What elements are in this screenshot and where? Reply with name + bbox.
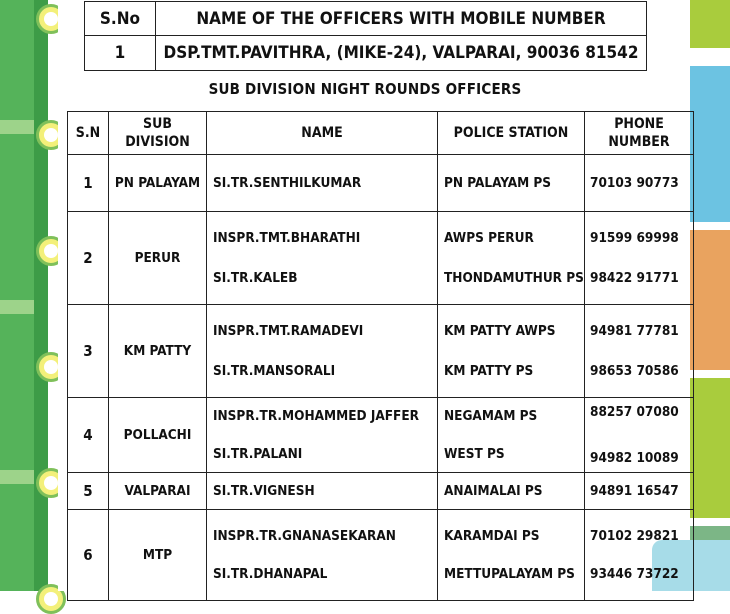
night-rounds-table xyxy=(67,111,694,601)
col-header-name: NAME xyxy=(207,112,438,155)
row-sub-division: MTP xyxy=(109,510,207,601)
officer-name: SI.TR.PALANI xyxy=(213,446,303,462)
sno-value: 1 xyxy=(85,36,156,71)
col-header-police-station: POLICE STATION xyxy=(438,112,585,155)
table-row xyxy=(68,305,694,398)
section-title: SUB DIVISION NIGHT ROUNDS OFFICERS xyxy=(208,80,522,98)
row-phone: 70103 90773 xyxy=(585,155,694,212)
officer-station: METTUPALAYAM PS xyxy=(444,566,575,582)
officer-phone: 88257 07080 xyxy=(590,404,679,420)
officer-header-table xyxy=(84,1,647,71)
row-phones xyxy=(585,212,694,305)
officer-phone: 70102 29821 xyxy=(590,528,679,544)
officer-name: INSPR.TR.GNANASEKARAN xyxy=(213,528,396,544)
row-sub-division: POLLACHI xyxy=(109,398,207,473)
row-names xyxy=(207,510,438,601)
officer-phone: 94981 77781 xyxy=(590,323,679,339)
gap-block xyxy=(690,48,730,66)
lime-block xyxy=(690,0,730,48)
green-band xyxy=(690,526,730,540)
row-phones xyxy=(585,398,694,473)
gap-block xyxy=(690,370,730,378)
row-stations xyxy=(438,305,585,398)
row-sub-division: PN PALAYAM xyxy=(109,155,207,212)
officer-phone: 98422 91771 xyxy=(590,270,679,286)
table-row xyxy=(68,510,694,601)
officers-header: NAME OF THE OFFICERS WITH MOBILE NUMBER xyxy=(156,2,647,36)
row-sn: 4 xyxy=(68,398,109,473)
orange-block xyxy=(690,230,730,370)
officer-name: INSPR.TR.MOHAMMED JAFFER xyxy=(213,408,419,424)
row-phone: 94891 16547 xyxy=(585,473,694,510)
row-sn: 6 xyxy=(68,510,109,601)
table-row xyxy=(68,212,694,305)
row-phones xyxy=(585,305,694,398)
officer-name: INSPR.TMT.RAMADEVI xyxy=(213,323,364,339)
officer-station: KM PATTY AWPS xyxy=(444,323,556,339)
sno-header: S.No xyxy=(85,2,156,36)
officer-station: AWPS PERUR xyxy=(444,230,534,246)
table-row xyxy=(68,155,694,212)
row-station: ANAIMALAI PS xyxy=(438,473,585,510)
table-row xyxy=(68,398,694,473)
lime-block xyxy=(690,378,730,518)
row-stations xyxy=(438,398,585,473)
row-stations xyxy=(438,212,585,305)
col-header-phone: PHONE NUMBER xyxy=(585,112,694,155)
officer-phone: 94982 10089 xyxy=(590,450,679,466)
officer-phone: 91599 69998 xyxy=(590,230,679,246)
officer-phone: 98653 70586 xyxy=(590,363,679,379)
row-sub-division: PERUR xyxy=(109,212,207,305)
officer-phone: 93446 73722 xyxy=(590,566,679,582)
row-name: SI.TR.VIGNESH xyxy=(207,473,438,510)
row-stations xyxy=(438,510,585,601)
row-names xyxy=(207,212,438,305)
officer-station: KM PATTY PS xyxy=(444,363,534,379)
row-sn: 5 xyxy=(68,473,109,510)
row-name: SI.TR.SENTHILKUMAR xyxy=(207,155,438,212)
table-row xyxy=(68,473,694,510)
row-sn: 3 xyxy=(68,305,109,398)
row-names xyxy=(207,305,438,398)
row-sn: 1 xyxy=(68,155,109,212)
col-header-sub-division: SUB DIVISION xyxy=(109,112,207,155)
gap-block xyxy=(690,222,730,230)
officer-name: SI.TR.KALEB xyxy=(213,270,298,286)
officer-name: SI.TR.DHANAPAL xyxy=(213,566,328,582)
row-phones xyxy=(585,510,694,601)
officer-station: KARAMDAI PS xyxy=(444,528,540,544)
dsp-officer-details: DSP.TMT.PAVITHRA, (MIKE-24), VALPARAI, 90036 81542 xyxy=(156,36,647,71)
row-sn: 2 xyxy=(68,212,109,305)
row-station: PN PALAYAM PS xyxy=(438,155,585,212)
officer-name: SI.TR.MANSORALI xyxy=(213,363,336,379)
officer-name: INSPR.TMT.BHARATHI xyxy=(213,230,361,246)
officer-station: THONDAMUTHUR PS xyxy=(444,270,584,286)
row-sub-division: VALPARAI xyxy=(109,473,207,510)
col-header-sn: S.N xyxy=(68,112,109,155)
officer-station: WEST PS xyxy=(444,446,505,462)
officer-station: NEGAMAM PS xyxy=(444,408,538,424)
row-sub-division: KM PATTY xyxy=(109,305,207,398)
row-names xyxy=(207,398,438,473)
